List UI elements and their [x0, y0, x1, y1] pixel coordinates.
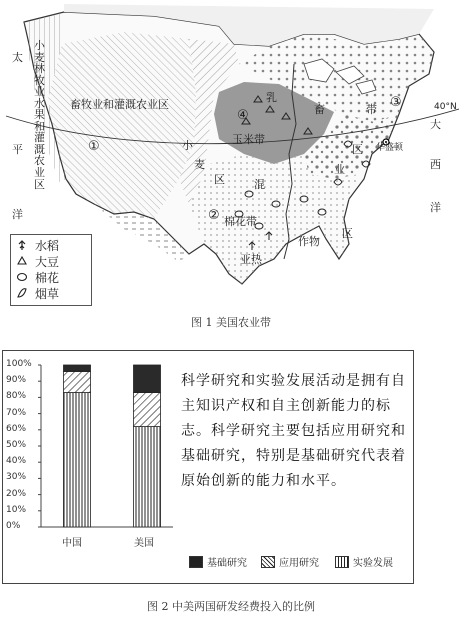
experimental-dev-swatch — [335, 556, 349, 568]
research-paragraph: 科学研究和实验发展活动是拥有自主知识产权和自主创新能力的标志。科学研究主要包括应用研究和基础研究，特别是基础研究代表着原始创新的能力和水平。 — [181, 373, 406, 489]
legend-item-cotton: 棉花 — [15, 269, 59, 285]
figure2-caption: 图 2 中美两国研发经费投入的比例 — [147, 600, 315, 613]
legend-item-tobacco: 烟草 — [15, 285, 59, 301]
mixed-label-3: 区 — [352, 143, 363, 156]
applied-research-swatch — [261, 556, 275, 568]
bar-segment — [134, 427, 161, 527]
soybean-icon — [15, 254, 29, 268]
y-tick-label: 20% — [6, 488, 27, 499]
chart-bars — [64, 365, 161, 527]
legend-item-rice: 水稻 — [15, 237, 59, 253]
wheat-label-3: 区 — [214, 173, 225, 186]
y-tick-label: 80% — [6, 391, 27, 402]
latitude-label: 40°N — [434, 102, 457, 112]
y-tick-label: 90% — [6, 375, 27, 386]
tobacco-icon — [15, 286, 29, 300]
corn-belt-label: 玉米带 — [232, 133, 265, 146]
basic-research-swatch — [189, 556, 203, 568]
bar-segment — [64, 365, 91, 371]
washington-label: 华盛顿 — [376, 143, 404, 153]
region-number-4: ④ — [237, 108, 249, 123]
bar-segment — [134, 365, 161, 393]
pacific-label-3: 洋 — [12, 208, 23, 221]
us-agriculture-map — [4, 4, 459, 302]
x-label-usa: 美国 — [134, 538, 154, 549]
dairy-label-3: 带 — [366, 103, 377, 116]
rd-funding-figure — [2, 350, 414, 584]
atlantic-label-1: 大 — [430, 118, 441, 131]
y-tick-label: 30% — [6, 472, 27, 483]
legend-item-soybean: 大豆 — [15, 253, 59, 269]
mixed-label-2: 业 — [334, 163, 345, 176]
y-tick-label: 10% — [6, 504, 27, 515]
cotton-icon — [15, 270, 29, 284]
rice-icon — [15, 238, 29, 252]
figure1-caption: 图 1 美国农业带 — [191, 316, 271, 329]
dairy-label-1: 乳 — [266, 91, 277, 104]
cotton-belt-label: 棉花带 — [224, 215, 257, 228]
x-label-china: 中国 — [62, 538, 82, 549]
crop-area-label: 区 — [342, 227, 353, 240]
bar-segment — [64, 371, 91, 392]
pacific-label-2: 平 — [12, 143, 23, 156]
legend-item-basic-research: 基础研究 — [189, 554, 247, 569]
region-number-1: ① — [88, 139, 100, 154]
atlantic-label-2: 西 — [430, 158, 441, 171]
region-number-2: ② — [208, 208, 220, 223]
y-tick-label: 70% — [6, 407, 27, 418]
west-coast-label: 小麦 林 牧 业 水 果 和 灌 溉 农 业 区 — [34, 39, 45, 191]
crop-label: 作物 — [298, 235, 320, 248]
pacific-label-1: 太 — [12, 51, 23, 64]
dairy-label-2: 畜 — [314, 103, 325, 116]
bar-segment — [134, 393, 161, 427]
wheat-label-1: 小 — [182, 139, 193, 152]
legend-item-experimental-dev: 实验发展 — [335, 554, 393, 569]
y-tick-label: 100% — [6, 359, 32, 369]
y-tick-label: 50% — [6, 440, 27, 450]
bar-segment — [64, 393, 91, 527]
map-legend — [10, 234, 92, 306]
y-tick-label: 40% — [6, 456, 27, 467]
wheat-label-2: 麦 — [194, 158, 205, 171]
livestock-label: 畜牧业和灌溉农业区 — [70, 98, 169, 111]
legend-item-applied-research: 应用研究 — [261, 554, 319, 569]
atlantic-label-3: 洋 — [430, 201, 441, 214]
y-tick-label: 60% — [6, 423, 27, 434]
subtropical-label: 亚热 — [240, 253, 262, 266]
region-number-3: ③ — [390, 95, 402, 110]
mixed-label-1: 混 — [254, 178, 265, 191]
y-tick-label: 0% — [6, 521, 21, 531]
